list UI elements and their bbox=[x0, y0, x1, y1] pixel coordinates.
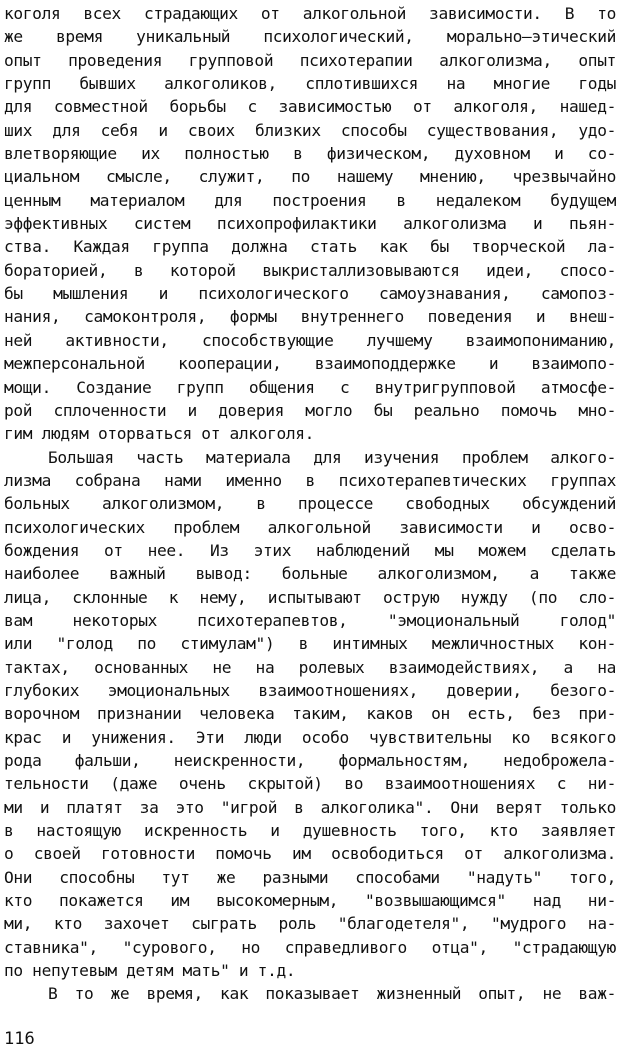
text-line: бождения от нее. Из этих наблюдений мы можем сделать bbox=[4, 540, 616, 560]
text-line: Они способны тут же разными способами "надуть" того, bbox=[4, 867, 616, 887]
text-line: ми и платят за это "игрой в алкоголика". Они верят только bbox=[4, 797, 616, 817]
text-line: вам некоторых психотерапевтов, "эмоциональный голод" bbox=[4, 610, 616, 630]
text-line: эффективных систем психопрофилактики алкоголизма и пьян- bbox=[4, 214, 616, 234]
page-number: 116 bbox=[4, 1029, 35, 1049]
text-line: ценным материалом для построения в недалеком будущем bbox=[4, 190, 616, 210]
text-line: тактах, основанных не на ролевых взаимодействиях, а на bbox=[4, 657, 616, 677]
text-line: бы мышления и психологического самоузнавания, самопоз- bbox=[4, 284, 616, 304]
text-line: нания, самоконтроля, формы внутреннего поведения и внеш- bbox=[4, 307, 616, 327]
text-line: же время уникальный психологический, морально—этический bbox=[4, 27, 616, 47]
text-line: групп бывших алкоголиков, сплотившихся на многие годы bbox=[4, 74, 616, 94]
text-line: бораторией, в которой выкристаллизовываются идеи, спосо- bbox=[4, 260, 616, 280]
text-line: коголя всех страдающих от алкогольной зависимости. В то bbox=[4, 4, 616, 23]
text-line: тельности (даже очень скрытой) во взаимоотношениях с ни- bbox=[4, 774, 616, 794]
text-line: В то же время, как показывает жизненный опыт, не важ- bbox=[48, 984, 616, 1004]
text-line: Большая часть материала для изучения проблем алкого- bbox=[48, 447, 616, 467]
text-line: наиболее важный вывод: больные алкоголизмом, а также bbox=[4, 564, 616, 584]
text-line: глубоких эмоциональных взаимоотношениях, доверии, безого- bbox=[4, 680, 616, 700]
text-line: психологических проблем алкогольной зависимости и осво- bbox=[4, 517, 616, 537]
text-line: ставника", "сурового, но справедливого отца", "страдающую bbox=[4, 937, 616, 957]
text-line: циальном смысле, служит, по нашему мнению, чрезвычайно bbox=[4, 167, 616, 187]
text-line: или "голод по стимулам") в интимных межличностных кон- bbox=[4, 634, 616, 654]
text-line: для совместной борьбы с зависимостью от алкоголя, нашед- bbox=[4, 97, 616, 117]
paragraph bbox=[4, 446, 616, 983]
text-line: ства. Каждая группа должна стать как бы творческой ла- bbox=[4, 237, 616, 257]
text-line: по непутевым детям мать" и т.д. bbox=[4, 961, 296, 981]
text-line: о своей готовности помочь им освободиться от алкоголизма. bbox=[4, 844, 616, 864]
text-line: рода фальши, неискренности, формальностям, недоброжела- bbox=[4, 751, 616, 770]
page-text bbox=[4, 2, 616, 1006]
text-line: крас и унижения. Эти люди особо чувствительны ко всякого bbox=[4, 727, 616, 747]
text-line: ми, кто захочет сыграть роль "благодетеля", "мудрого на- bbox=[4, 914, 616, 934]
text-line: больных алкоголизмом, в процессе свободных обсуждений bbox=[4, 494, 616, 514]
text-line: опыт проведения групповой психотерапии алкоголизма, опыт bbox=[4, 50, 616, 70]
text-line: межперсональной кооперации, взаимоподдержке и взаимопо- bbox=[4, 354, 616, 374]
text-line: ворочном признании человека таким, каков он есть, без при- bbox=[4, 704, 616, 724]
text-line: мощи. Создание групп общения с внутригрупповой атмосфе- bbox=[4, 377, 616, 397]
text-line: рой сплоченности и доверия могло бы реально помочь мно- bbox=[4, 400, 616, 420]
paragraph bbox=[4, 982, 616, 1005]
text-line: в настоящую искренность и душевность того, кто заявляет bbox=[4, 821, 616, 841]
text-line: гим людям оторваться от алкоголя. bbox=[4, 424, 315, 444]
text-line: кто покажется им высокомерным, "возвышающимся" над ни- bbox=[4, 891, 616, 911]
text-line: ших для себя и своих близких способы существования, удо- bbox=[4, 120, 616, 140]
text-line: ней активности, способствующие лучшему взаимопониманию, bbox=[4, 330, 616, 350]
text-line: влетворяющие их полностью в физическом, духовном и со- bbox=[4, 144, 616, 164]
text-line: лица, склонные к нему, испытывают острую нужду (по сло- bbox=[4, 587, 616, 607]
text-line: лизма собрана нами именно в психотерапевтических группах bbox=[4, 470, 616, 490]
paragraph bbox=[4, 2, 616, 446]
